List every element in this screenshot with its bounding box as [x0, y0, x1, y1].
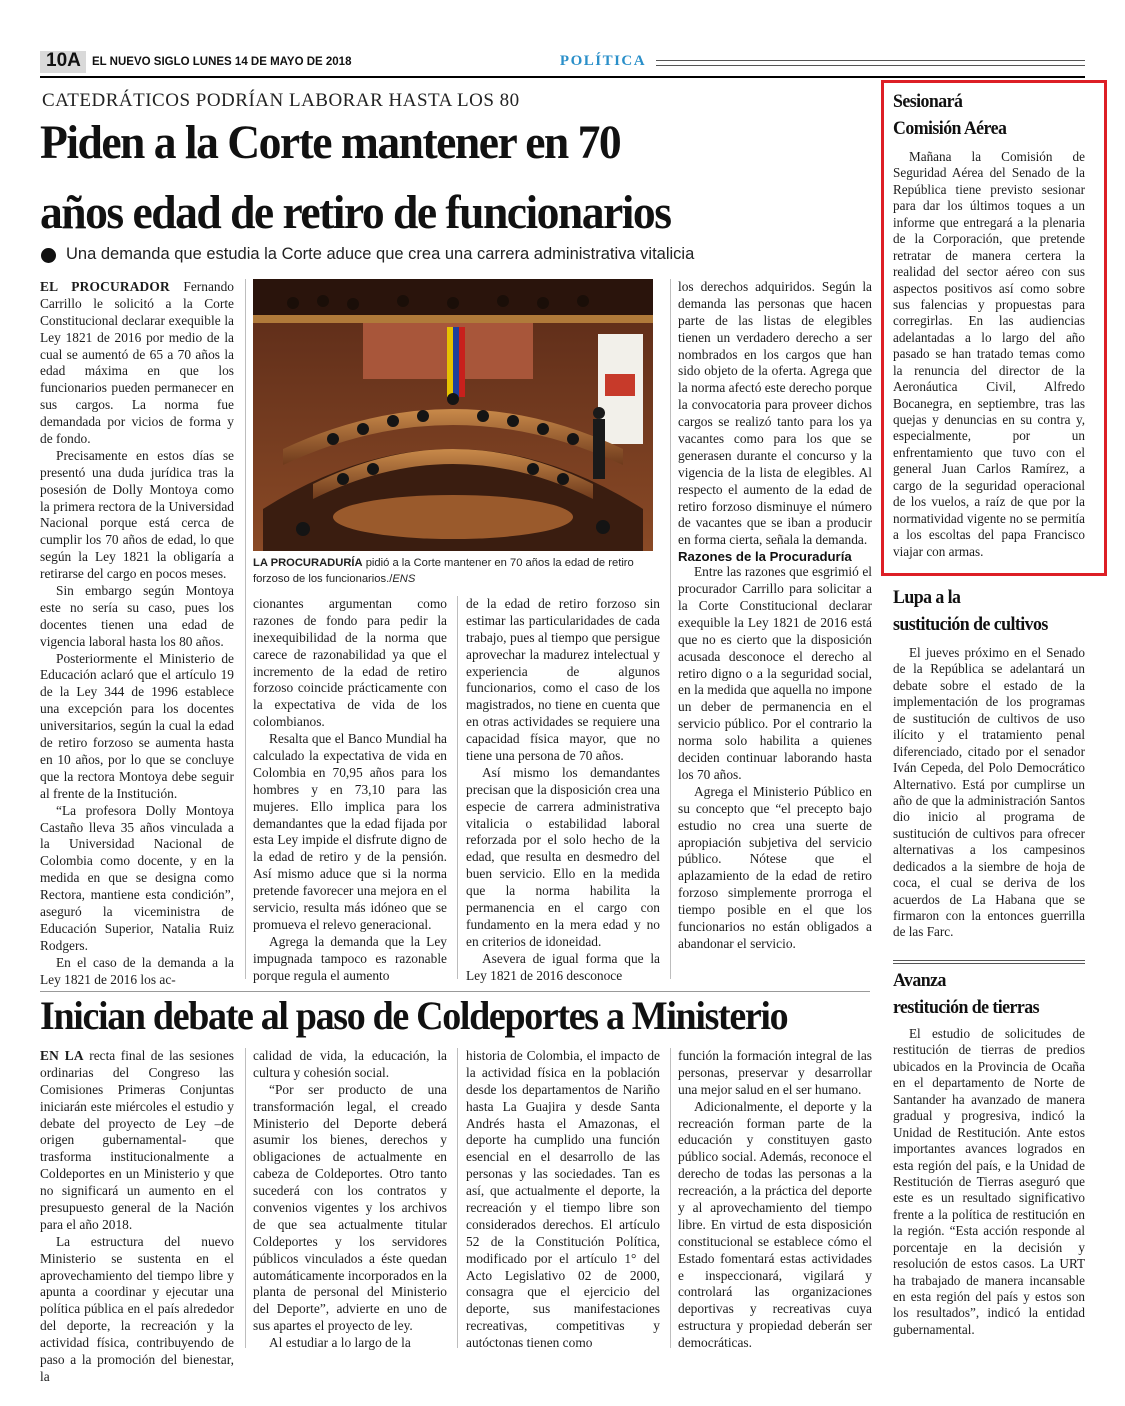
brief-body: Mañana la Comisión de Seguridad Aérea del Senado de la República tiene previsto sesionar para dar los últimos toques a un informe que entregará a la plenaria de la Corporación, que pretende retratar de manera certera la realidad del sector aéreo con sus aspectos positivos así como sobre sus falencias y propuestas para corregirlas. En las audiencias adelantadas a lo largo del año pasado se han tratado temas como la renuncia del director de la Aeronáutica Civil, Alfredo Bocanegra, en septiembre, tras las quejas y denuncias en su contra y, especialmente, por un enfrentamiento que tuvo con el general Juan Carlos Ramírez, a cargo de la seguridad operacional de los vuelos, a raíz de que por la normatividad vigente no se permitía a los escoltas del papa Francisco viajar con armas. — [893, 149, 1085, 559]
story1-column-2 — [253, 596, 447, 981]
headline-line-2: años edad de retiro de funcionarios — [40, 186, 671, 239]
deck-text: Una demanda que estudia la Corte aduce que crea una carrera administrativa vitalicia — [66, 245, 695, 263]
paragraph: “Por ser producto de una transformación legal, el creado Ministerio del Deporte deberá asumir los bienes, derechos y obligaciones de actualmente en cabeza de Coldeportes. Otro tanto sucederá con los contratos y convenios vigentes y los archivos de que sea actualmente titular Coldeportes y los servidores públicos vinculados a éste quedan automáticamente incorporados en la planta de personal del Ministerio del Deporte”, advierte en uno de sus apartes el proyecto de ley. — [253, 1081, 447, 1334]
column-rule — [457, 1048, 458, 1348]
section-rule — [656, 60, 1085, 66]
story1-column-3 — [466, 596, 660, 981]
brief-title: sustitución de cultivos — [893, 614, 1048, 635]
column-rule — [245, 1048, 246, 1348]
paragraph: Entre las razones que esgrimió el procurador Carrillo para solicitar a la Corte Constitucional declarar exequible la Ley 1821 de 2016 está que no es cierto que la disposición acusada desconoce el derecho al retiro digno o a la seguridad social, en la medida que aquella no impone un deber de permanencia en el servicio público. Por el contrario la norma solo habilita a quienes deciden continuar laborando hasta los 70 años. — [678, 564, 872, 782]
brief-title: Comisión Aérea — [893, 118, 1007, 139]
paragraph: Agrega el Ministerio Público en su concepto que “el precepto bajo estudio no crea una suerte de apropiación subjetiva del servicio público. Nótese que el aplazamiento de la edad de retiro forzoso simplemente prorroga el tiempo posible en el que los funcionarios no están obligados a abandonar el servicio. — [678, 783, 872, 951]
story2-column-4 — [678, 1048, 872, 1388]
paragraph: Adicionalmente, el deporte y la recreación forman parte de la educación y constituyen gasto público social. Además, reconoce el derecho de todas las personas a la recreación, a la práctica del deporte y al aprovechamiento del tiempo libre. En virtud de esta disposición constitucional se establece cómo el Estado fomentará estas actividades e inspeccionará, vigilará y controlará las organizaciones deportivas y recreativas cuya estructura y propiedad deberán ser democráticas. — [678, 1098, 872, 1351]
paragraph: “La profesora Dolly Montoya Castaño lleva 35 años vinculada a la Universidad Nacional de Colombia como docente, y en la medida en que se designa como Rectora, mantiene esta condición”, aseguró la viceministra de Educación Superior, Natalia Ruiz Rodgers. — [40, 802, 234, 953]
hearing-room-illustration — [253, 279, 653, 551]
column-rule — [670, 1048, 671, 1348]
brief-title: Sesionará — [893, 91, 963, 112]
masthead-dateline: EL NUEVO SIGLO LUNES 14 DE MAYO DE 2018 — [92, 56, 352, 68]
paragraph: Al estudiar a lo largo de la — [269, 1335, 411, 1351]
section-label: POLÍTICA — [559, 53, 647, 69]
brief-title: restitución de tierras — [893, 997, 1039, 1018]
story-kicker: CATEDRÁTICOS PODRÍAN LABORAR HASTA LOS 80 — [42, 90, 520, 111]
paragraph: cionantes argumentan como razones de fondo para pedir la inexequibilidad de la norma que carece de razonabilidad ya que el incremento de la edad de retiro forzoso coincide prácticamente con la expectativa de vida de los colombianos. — [253, 596, 447, 730]
headline-line-1: Piden a la Corte mantener en 70 — [40, 116, 621, 169]
paragraph: La estructura del nuevo Ministerio se sustenta en el aprovechamiento del tiempo libre y apunta a coordinar y ejecutar una política pública en el país alrededor del deporte, la recreación y la actividad física, contribuyendo de paso a la promoción del bienestar, la — [40, 1233, 234, 1384]
paragraph: Precisamente en estos días se presentó una duda jurídica tras la posesión de Dolly Montoya como la primera rectora de la Universidad Nacional porque está cerca de cumplir los 70 años de edad, lo que según la Ley 1821 la obligaría a retirarse del cargo en pocos meses. — [40, 447, 234, 582]
senate-hearing-photo — [253, 279, 653, 551]
story-divider — [40, 991, 870, 992]
paragraph: En el caso de la demanda a la Ley 1821 de 2016 los ac- — [40, 954, 234, 987]
paragraph: recta final de las sesiones ordinarias del Congreso las Comisiones Primeras Conjuntas iniciarán este miércoles el estudio y debate del proyecto de Ley –de origen gubernamental- que trasforma institucionalmente a Coldeportes en un Ministerio y que no significará un aumento en el presupuesto general de la Nación para el año 2018. — [40, 1048, 234, 1232]
paragraph: Posteriormente el Ministerio de Educación aclaró que el artículo 19 de la Ley 344 de 1996 establece una excepción para los docentes universitarios, según la cual la edad de retiro forzoso se aumenta hasta en 10 años, por lo que se concluye que la rectora Montoya debe seguir al frente de la Institución. — [40, 650, 234, 801]
brief-body: El jueves próximo en el Senado de la República se adelantará un debate sobre el estado de la implementación de los programas de sustitución de cultivos de uso ilícito y el tratamiento penal diferenciado, citado por el senador Iván Cepeda, del Polo Democrático Alternativo. Está por cumplirse un año de que la administración Santos dio inicio al programa de sustitución de cultivos para ofrecer alternativas a los campesinos dedicados a la siembre de hoja de coca, el cual se deriva de los acuerdos de La Habana que se firmaron con la entonces guerrilla de las Farc. — [893, 645, 1085, 940]
lead-in: EN LA — [40, 1048, 84, 1063]
brief-title: Avanza — [893, 970, 946, 991]
story1-column-1 — [40, 279, 234, 987]
paragraph: Así mismo los demandantes precisan que la disposición crea una especie de carrera administrativa vitalicia o estabilidad laboral reforzada por el solo hecho de la edad, que resulta en desmedro del buen servicio. Ello en la medida que la norma habilita la permanencia en el cargo con fundamento en la mera edad y no en criterios de idoneidad. — [466, 764, 660, 949]
paragraph: Asevera de igual forma que la Ley 1821 de 2016 desconoce — [466, 950, 660, 983]
brief-title: Lupa a la — [893, 587, 961, 608]
story-deck — [40, 245, 870, 269]
paragraph: función la formación integral de las personas, preservar y desarrollar una mejor salud en el ser humano. — [678, 1048, 872, 1097]
paragraph: historia de Colombia, el impacto de la actividad física en la población desde los departamentos de Nariño hasta La Guajira y desde Santa Andrés hasta el Amazonas, el deporte ha cumplido una función esencial en el desarrollo de las personas y las sociedades. Tan es así, que actualmente el deporte, la recreación y el tiempo libre son considerados derechos. El artículo 52 de la Constitución Política, modificado por el artículo 1° del Acto Legislativo 02 de 2000, consagra que el ejercicio del deporte, sus manifestaciones recreativas, competitivas y autóctonas tienen como — [466, 1048, 660, 1351]
column-rule — [670, 279, 671, 979]
paragraph: Sin embargo según Montoya este no sería su caso, pues los docentes tienen una edad de vigencia laboral hasta los 80 años. — [40, 583, 234, 649]
story1-column-4 — [678, 279, 872, 979]
paragraph: calidad de vida, la educación, la cultura y cohesión social. — [253, 1048, 447, 1080]
page-header — [40, 48, 1085, 78]
paragraph: de la edad de retiro forzoso sin estimar las particularidades de cada trabajo, pues al tiempo que persigue aprovechar la madurez intelectual y experiencia de algunos funcionarios, como el caso de los magistrados, no tiene en cuenta que en otras actividades se requiere una capacidad física mayor, que no tiene una persona de 70 años. — [466, 596, 660, 764]
story2-column-1 — [40, 1048, 234, 1388]
photo-credit: ENS — [392, 572, 416, 585]
story2-column-3 — [466, 1048, 660, 1388]
column-rule — [457, 596, 458, 979]
photo-caption — [253, 556, 663, 587]
brief-body: El estudio de solicitudes de restitución de tierras de predios ubicados en la Provincia de Ocaña en el departamento de Norte de Santander ha avanzado de manera gradual y progresiva, indicó la Unidad de Restitución. Ante estos importantes avances logrados en esta región del país, e la Unidad de Restitución de Tierras aseguró que este es un resultado significativo frente a la política de restitución en la región. “Esta acción responde al porcentaje en la decisión y resolución de estos casos. La URT ha trabajado de manera incansable en esta región del país y estos son los resultados”, indicó la entidad gubernamental. — [893, 1026, 1085, 1337]
paragraph: los derechos adquiridos. Según la demanda las personas que hacen parte de las listas de elegibles tienen un verdadero derecho a ser nombrados en los cargos que han sido objeto de la oferta. Agrega que la norma afectó este derecho porque la convocatoria para proveer dichos cargos se realizó tanto para los ya vacantes como para los que se generasen durante el concurso y la vigencia de la lista de elegibles. Al respecto el aumento de la edad de retiro forzoso disminuye el número de vacantes que se iban a producir en forma cierta, señala la demanda. — [678, 279, 872, 548]
paragraph: Agrega la demanda que la Ley impugnada tampoco es razonable porque regula el aumento — [253, 933, 447, 983]
lead-in: EL PROCURADOR — [40, 279, 170, 294]
column-rule — [245, 279, 246, 979]
story2-headline: Inician debate al paso de Coldeportes a Ministerio — [40, 993, 788, 1038]
story2-column-2 — [253, 1048, 447, 1388]
caption-text: pidió a la Corte mantener en 70 años la edad de retiro forzoso de los funcionarios./ — [253, 557, 634, 585]
paragraph: Fernando Carrillo le solicitó a la Corte Constitucional declarar exequible la Ley 1821 de 2016 por medio de la cual se aumentó de 65 a 70 años la edad máxima en que los funcionarios pueden permanecer en sus cargos. La norma fue demandada por vicios de forma y de fondo. — [40, 279, 234, 447]
subheading: Razones de la Procuraduría — [678, 549, 852, 565]
paragraph: Resalta que el Banco Mundial ha calculado la expectativa de vida en Colombia en 70,95 años para los hombres y en 73,10 para las mujeres. Ello implica para los demandantes que la edad fijada por esta Ley impide el disfrute digno de la edad de retiro y de la pensión. Así mismo aduce que si la norma pretende favorecer una mejora en el servicio, resulta más idóneo que se promueva el relevo generacional. — [253, 731, 447, 932]
caption-lead: LA PROCURADURÍA — [253, 557, 363, 569]
bullet-icon — [41, 248, 56, 263]
brief-divider — [893, 960, 1085, 964]
page-number: 10A — [46, 50, 81, 71]
